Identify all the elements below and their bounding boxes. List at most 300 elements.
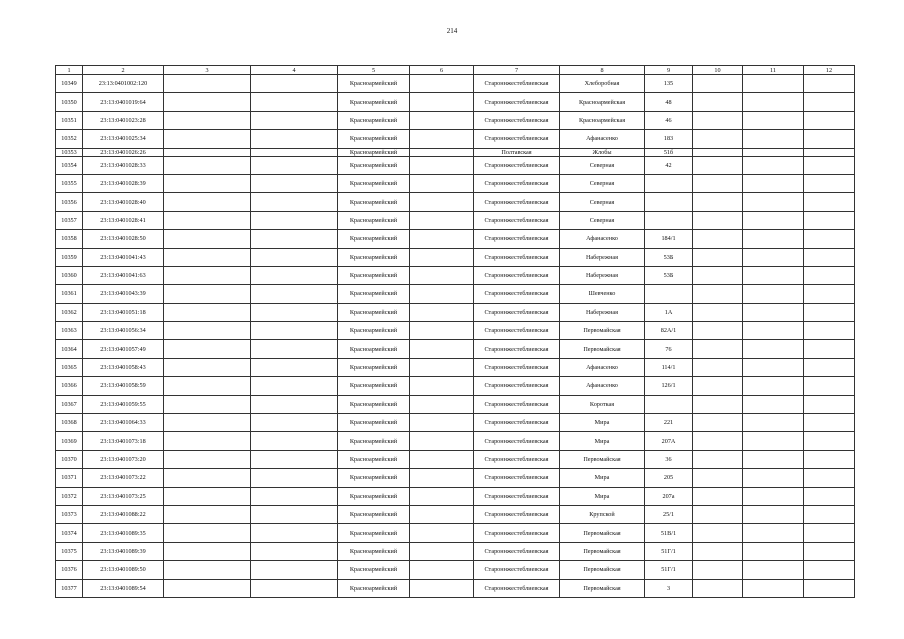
table-cell-col-12 (804, 130, 855, 148)
table-cell-col-5: Красноармейский (338, 193, 410, 211)
table-cell-col-2: 23:13:0401002:120 (83, 75, 164, 93)
table-cell-col-10 (693, 524, 743, 542)
table-cell-col-5: Красноармейский (338, 156, 410, 174)
table-cell-col-1: 10357 (56, 211, 83, 229)
table-cell-col-12 (804, 266, 855, 284)
table-cell-col-8: Первомайская (560, 322, 645, 340)
column-header-9: 9 (645, 66, 693, 75)
table-cell-col-10 (693, 542, 743, 560)
table-cell-col-10 (693, 340, 743, 358)
header-row (56, 66, 855, 75)
table-cell-col-5: Красноармейский (338, 266, 410, 284)
table-cell-col-2: 23:13:0401089:35 (83, 524, 164, 542)
table-cell-col-11 (743, 487, 804, 505)
table-cell-col-9: 183 (645, 130, 693, 148)
table-row (56, 358, 855, 376)
table-cell-col-4 (251, 561, 338, 579)
table-cell-col-4 (251, 542, 338, 560)
table-row (56, 579, 855, 597)
table-cell-col-8: Северная (560, 174, 645, 192)
table-cell-col-5: Красноармейский (338, 579, 410, 597)
table-cell-col-5: Красноармейский (338, 130, 410, 148)
table-cell-col-5: Красноармейский (338, 111, 410, 129)
table-cell-col-3 (164, 377, 251, 395)
table-cell-col-6 (410, 524, 474, 542)
table-cell-col-6 (410, 130, 474, 148)
table-cell-col-6 (410, 322, 474, 340)
table-cell-col-12 (804, 211, 855, 229)
table-cell-col-8: Первомайская (560, 579, 645, 597)
table-row (56, 487, 855, 505)
table-cell-col-11 (743, 130, 804, 148)
table-cell-col-1: 10351 (56, 111, 83, 129)
table-cell-col-10 (693, 93, 743, 111)
table-cell-col-3 (164, 148, 251, 156)
table-cell-col-4 (251, 505, 338, 523)
table-cell-col-10 (693, 174, 743, 192)
table-cell-col-3 (164, 174, 251, 192)
table-cell-col-9: 207А (645, 432, 693, 450)
table-body (56, 75, 855, 598)
table-row (56, 450, 855, 468)
table-cell-col-1: 10363 (56, 322, 83, 340)
table-cell-col-8: Афанасенко (560, 377, 645, 395)
table-row (56, 266, 855, 284)
table-header (56, 66, 855, 75)
table-cell-col-4 (251, 469, 338, 487)
table-cell-col-7: Староннжестеблиевская (474, 432, 560, 450)
table-cell-col-1: 10367 (56, 395, 83, 413)
table-cell-col-9: 126/1 (645, 377, 693, 395)
table-cell-col-7: Староннжестеблиевская (474, 487, 560, 505)
table-cell-col-5: Красноармейский (338, 450, 410, 468)
table-cell-col-1: 10356 (56, 193, 83, 211)
table-cell-col-10 (693, 148, 743, 156)
table-cell-col-7: Староннжестеблиевская (474, 450, 560, 468)
table-cell-col-7: Староннжестеблиевская (474, 174, 560, 192)
table-cell-col-3 (164, 93, 251, 111)
table-cell-col-11 (743, 285, 804, 303)
table-cell-col-11 (743, 211, 804, 229)
table-cell-col-2: 23:13:0401041:43 (83, 248, 164, 266)
table-cell-col-5: Красноармейский (338, 561, 410, 579)
table-cell-col-9: 221 (645, 414, 693, 432)
table-cell-col-9: 51Г/1 (645, 542, 693, 560)
table-cell-col-3 (164, 542, 251, 560)
table-cell-col-10 (693, 561, 743, 579)
table-cell-col-2: 23:13:0401073:18 (83, 432, 164, 450)
table-cell-col-1: 10352 (56, 130, 83, 148)
table-cell-col-2: 23:13:0401056:34 (83, 322, 164, 340)
table-cell-col-9: 205 (645, 469, 693, 487)
table-cell-col-4 (251, 487, 338, 505)
column-header-11: 11 (743, 66, 804, 75)
table-cell-col-3 (164, 111, 251, 129)
table-cell-col-10 (693, 395, 743, 413)
table-cell-col-6 (410, 211, 474, 229)
table-cell-col-11 (743, 193, 804, 211)
table-cell-col-5: Красноармейский (338, 75, 410, 93)
table-cell-col-11 (743, 174, 804, 192)
table-cell-col-9: 51б (645, 148, 693, 156)
table-cell-col-7: Староннжестеблиевская (474, 130, 560, 148)
table-cell-col-3 (164, 561, 251, 579)
table-cell-col-6 (410, 395, 474, 413)
table-cell-col-12 (804, 414, 855, 432)
table-cell-col-8: Шевченко (560, 285, 645, 303)
table-row (56, 414, 855, 432)
table-cell-col-2: 23:13:0401028:39 (83, 174, 164, 192)
table-row (56, 377, 855, 395)
table-cell-col-10 (693, 130, 743, 148)
table-cell-col-3 (164, 285, 251, 303)
table-cell-col-8: Красноармейская (560, 111, 645, 129)
table-cell-col-6 (410, 193, 474, 211)
table-cell-col-8: Короткая (560, 395, 645, 413)
table-cell-col-12 (804, 230, 855, 248)
table-cell-col-10 (693, 450, 743, 468)
table-cell-col-3 (164, 579, 251, 597)
table-cell-col-1: 10370 (56, 450, 83, 468)
table-row (56, 322, 855, 340)
table-cell-col-4 (251, 130, 338, 148)
table-cell-col-4 (251, 75, 338, 93)
table-cell-col-10 (693, 358, 743, 376)
table-cell-col-4 (251, 340, 338, 358)
table-cell-col-8: Афанасенко (560, 358, 645, 376)
column-header-6: 6 (410, 66, 474, 75)
registry-table (55, 65, 855, 598)
table-cell-col-9: 207а (645, 487, 693, 505)
table-cell-col-12 (804, 395, 855, 413)
table-cell-col-4 (251, 579, 338, 597)
table-cell-col-5: Красноармейский (338, 524, 410, 542)
table-row (56, 432, 855, 450)
table-cell-col-3 (164, 322, 251, 340)
table-cell-col-3 (164, 248, 251, 266)
table-cell-col-12 (804, 193, 855, 211)
table-cell-col-8: Набережная (560, 248, 645, 266)
table-cell-col-10 (693, 579, 743, 597)
table-cell-col-11 (743, 148, 804, 156)
table-cell-col-11 (743, 524, 804, 542)
table-cell-col-10 (693, 469, 743, 487)
table-cell-col-9 (645, 193, 693, 211)
column-header-8: 8 (560, 66, 645, 75)
table-cell-col-11 (743, 542, 804, 560)
table-row (56, 395, 855, 413)
table-cell-col-6 (410, 561, 474, 579)
table-cell-col-2: 23:13:0401089:39 (83, 542, 164, 560)
table-cell-col-5: Красноармейский (338, 230, 410, 248)
table-cell-col-11 (743, 248, 804, 266)
table-cell-col-10 (693, 303, 743, 321)
table-cell-col-6 (410, 579, 474, 597)
table-cell-col-6 (410, 505, 474, 523)
table-cell-col-6 (410, 542, 474, 560)
table-cell-col-4 (251, 414, 338, 432)
page-number: 214 (446, 27, 458, 35)
table-cell-col-3 (164, 75, 251, 93)
table-cell-col-5: Красноармейский (338, 285, 410, 303)
table-cell-col-9: 76 (645, 340, 693, 358)
table-cell-col-3 (164, 340, 251, 358)
table-cell-col-7: Староннжестеблиевская (474, 303, 560, 321)
column-header-2: 2 (83, 66, 164, 75)
table-cell-col-9: 48 (645, 93, 693, 111)
table-cell-col-2: 23:13:0401089:54 (83, 579, 164, 597)
table-cell-col-5: Красноармейский (338, 487, 410, 505)
table-row (56, 211, 855, 229)
table-cell-col-1: 10362 (56, 303, 83, 321)
table-cell-col-8: Первомайская (560, 542, 645, 560)
table-cell-col-4 (251, 248, 338, 266)
table-cell-col-7: Староннжестеблиевская (474, 469, 560, 487)
table-cell-col-10 (693, 285, 743, 303)
table-row (56, 148, 855, 156)
table-cell-col-5: Красноармейский (338, 395, 410, 413)
column-header-3: 3 (164, 66, 251, 75)
table-cell-col-6 (410, 469, 474, 487)
table-row (56, 93, 855, 111)
table-cell-col-12 (804, 524, 855, 542)
table-cell-col-2: 23:13:0401058:43 (83, 358, 164, 376)
table-cell-col-1: 10365 (56, 358, 83, 376)
table-cell-col-9 (645, 395, 693, 413)
table-cell-col-7: Староннжестеблиевская (474, 322, 560, 340)
table-cell-col-8: Набережная (560, 266, 645, 284)
table-cell-col-3 (164, 230, 251, 248)
table-cell-col-1: 10350 (56, 93, 83, 111)
table-cell-col-10 (693, 75, 743, 93)
table-cell-col-3 (164, 432, 251, 450)
table-cell-col-3 (164, 303, 251, 321)
table-cell-col-8: Первомайская (560, 340, 645, 358)
table-cell-col-10 (693, 266, 743, 284)
table-cell-col-1: 10374 (56, 524, 83, 542)
table-cell-col-11 (743, 230, 804, 248)
table-cell-col-5: Красноармейский (338, 174, 410, 192)
table-cell-col-6 (410, 248, 474, 266)
table-cell-col-6 (410, 156, 474, 174)
table-cell-col-6 (410, 75, 474, 93)
table-cell-col-9: 51В/1 (645, 524, 693, 542)
table-cell-col-9: 51Г/1 (645, 561, 693, 579)
table-row (56, 524, 855, 542)
table-cell-col-3 (164, 414, 251, 432)
table-cell-col-10 (693, 248, 743, 266)
table-row (56, 303, 855, 321)
table-cell-col-7: Староннжестеблиевская (474, 377, 560, 395)
table-cell-col-2: 23:13:0401026:26 (83, 148, 164, 156)
column-header-10: 10 (693, 66, 743, 75)
table-cell-col-10 (693, 432, 743, 450)
table-row (56, 75, 855, 93)
table-cell-col-2: 23:13:0401019:64 (83, 93, 164, 111)
table-cell-col-5: Красноармейский (338, 414, 410, 432)
column-header-12: 12 (804, 66, 855, 75)
table-cell-col-7: Староннжестеблиевская (474, 505, 560, 523)
table-cell-col-1: 10377 (56, 579, 83, 597)
table-cell-col-1: 10353 (56, 148, 83, 156)
table-row (56, 193, 855, 211)
table-cell-col-10 (693, 193, 743, 211)
table-cell-col-10 (693, 322, 743, 340)
table-cell-col-2: 23:13:0401023:28 (83, 111, 164, 129)
table-cell-col-8: Хлеборобная (560, 75, 645, 93)
table-cell-col-7: Староннжестеблиевская (474, 561, 560, 579)
table-cell-col-6 (410, 266, 474, 284)
table-cell-col-7: Староннжестеблиевская (474, 230, 560, 248)
table-cell-col-8: Мира (560, 487, 645, 505)
table-cell-col-9: 184/1 (645, 230, 693, 248)
table-cell-col-7: Староннжестеблиевская (474, 542, 560, 560)
table-cell-col-10 (693, 211, 743, 229)
table-cell-col-5: Красноармейский (338, 377, 410, 395)
table-cell-col-6 (410, 111, 474, 129)
table-cell-col-2: 23:13:0401059:55 (83, 395, 164, 413)
table-cell-col-1: 10368 (56, 414, 83, 432)
table-cell-col-11 (743, 377, 804, 395)
table-cell-col-2: 23:13:0401028:41 (83, 211, 164, 229)
table-cell-col-9: 1А (645, 303, 693, 321)
table-cell-col-3 (164, 193, 251, 211)
table-cell-col-11 (743, 358, 804, 376)
table-cell-col-7: Староннжестеблиевская (474, 579, 560, 597)
table-cell-col-8: Северная (560, 211, 645, 229)
table-cell-col-2: 23:13:0401028:40 (83, 193, 164, 211)
table-row (56, 174, 855, 192)
table-cell-col-12 (804, 505, 855, 523)
table-cell-col-1: 10375 (56, 542, 83, 560)
table-cell-col-11 (743, 75, 804, 93)
table-cell-col-8: Афанасенко (560, 130, 645, 148)
table-cell-col-8: Красноармейская (560, 93, 645, 111)
table-cell-col-12 (804, 377, 855, 395)
table-cell-col-8: Северная (560, 193, 645, 211)
table-cell-col-7: Староннжестеблиевская (474, 111, 560, 129)
table-cell-col-12 (804, 93, 855, 111)
table-cell-col-12 (804, 303, 855, 321)
table-cell-col-10 (693, 111, 743, 129)
table-cell-col-5: Красноармейский (338, 248, 410, 266)
table-cell-col-7: Староннжестеблиевская (474, 340, 560, 358)
table-cell-col-12 (804, 174, 855, 192)
table-cell-col-7: Староннжестеблиевская (474, 524, 560, 542)
table-cell-col-4 (251, 377, 338, 395)
table-cell-col-4 (251, 156, 338, 174)
table-cell-col-8: Первомайская (560, 524, 645, 542)
table-cell-col-6 (410, 285, 474, 303)
table-cell-col-11 (743, 561, 804, 579)
table-cell-col-9: 42 (645, 156, 693, 174)
table-row (56, 469, 855, 487)
table-cell-col-12 (804, 148, 855, 156)
table-cell-col-9: 36 (645, 450, 693, 468)
table-cell-col-10 (693, 156, 743, 174)
table-cell-col-9: 135 (645, 75, 693, 93)
table-cell-col-7: Полтавская (474, 148, 560, 156)
table-row (56, 505, 855, 523)
table-cell-col-7: Староннжестеблиевская (474, 395, 560, 413)
table-cell-col-1: 10355 (56, 174, 83, 192)
table-cell-col-10 (693, 505, 743, 523)
table-cell-col-4 (251, 266, 338, 284)
table-cell-col-12 (804, 111, 855, 129)
table-cell-col-3 (164, 469, 251, 487)
table-cell-col-1: 10361 (56, 285, 83, 303)
table-cell-col-12 (804, 487, 855, 505)
table-row (56, 561, 855, 579)
table-cell-col-8: Мира (560, 432, 645, 450)
table-cell-col-3 (164, 524, 251, 542)
table-cell-col-2: 23:13:0401028:50 (83, 230, 164, 248)
table-cell-col-5: Красноармейский (338, 93, 410, 111)
table-cell-col-11 (743, 469, 804, 487)
table-cell-col-8: Первомайская (560, 561, 645, 579)
table-cell-col-3 (164, 266, 251, 284)
column-header-7: 7 (474, 66, 560, 75)
table-cell-col-4 (251, 211, 338, 229)
table-cell-col-11 (743, 303, 804, 321)
table-cell-col-9: 25/1 (645, 505, 693, 523)
table-cell-col-4 (251, 174, 338, 192)
table-cell-col-1: 10366 (56, 377, 83, 395)
table-cell-col-3 (164, 130, 251, 148)
table-row (56, 230, 855, 248)
table-cell-col-11 (743, 93, 804, 111)
table-cell-col-9: 53Б (645, 266, 693, 284)
table-cell-col-7: Староннжестеблиевская (474, 156, 560, 174)
table-cell-col-4 (251, 93, 338, 111)
table-cell-col-12 (804, 579, 855, 597)
table-cell-col-6 (410, 230, 474, 248)
table-cell-col-4 (251, 395, 338, 413)
table-cell-col-7: Староннжестеблиевская (474, 285, 560, 303)
table-cell-col-11 (743, 156, 804, 174)
table-cell-col-8: Крупской (560, 505, 645, 523)
column-header-5: 5 (338, 66, 410, 75)
table-cell-col-9: 53Б (645, 248, 693, 266)
table-cell-col-7: Староннжестеблиевская (474, 75, 560, 93)
table-cell-col-1: 10371 (56, 469, 83, 487)
table-cell-col-9: 3 (645, 579, 693, 597)
table-cell-col-2: 23:13:0401058:59 (83, 377, 164, 395)
table-cell-col-5: Красноармейский (338, 505, 410, 523)
table-cell-col-6 (410, 174, 474, 192)
table-cell-col-12 (804, 322, 855, 340)
table-cell-col-12 (804, 358, 855, 376)
table-cell-col-8: Жлобы (560, 148, 645, 156)
table-cell-col-9 (645, 174, 693, 192)
table-cell-col-4 (251, 230, 338, 248)
table-row (56, 111, 855, 129)
table-cell-col-2: 23:13:0401043:39 (83, 285, 164, 303)
table-cell-col-11 (743, 395, 804, 413)
table-cell-col-9: 82А/1 (645, 322, 693, 340)
table-cell-col-7: Староннжестеблиевская (474, 193, 560, 211)
table-cell-col-3 (164, 487, 251, 505)
table-cell-col-7: Староннжестеблиевская (474, 358, 560, 376)
table-row (56, 248, 855, 266)
table-cell-col-5: Красноармейский (338, 432, 410, 450)
table-cell-col-12 (804, 469, 855, 487)
table-cell-col-12 (804, 432, 855, 450)
table-cell-col-7: Староннжестеблиевская (474, 93, 560, 111)
table-cell-col-6 (410, 303, 474, 321)
table-cell-col-5: Красноармейский (338, 322, 410, 340)
table-cell-col-11 (743, 414, 804, 432)
